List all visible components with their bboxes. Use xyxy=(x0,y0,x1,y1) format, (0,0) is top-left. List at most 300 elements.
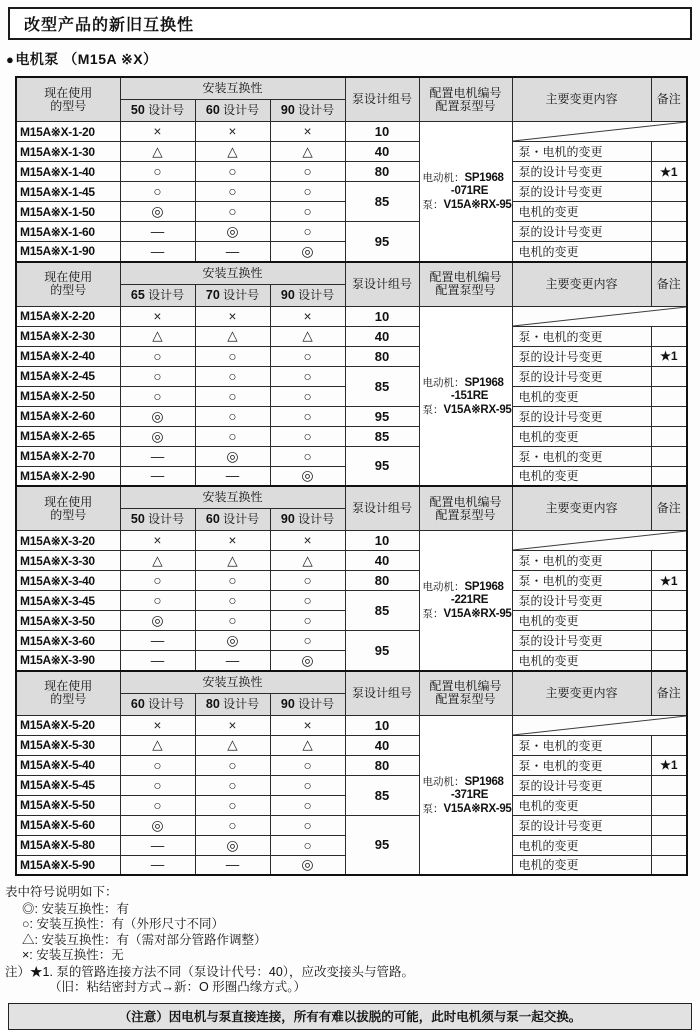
pump-group-cell: 10 xyxy=(345,531,419,551)
footnote-star1-cont: （旧：粘结密封方式→新：O 形圈凸缘方式。） xyxy=(49,980,306,994)
compat-symbol-cell xyxy=(270,775,345,795)
legend xyxy=(5,885,700,996)
legend-item: △: 安装互换性：有（需对部分管路作调整） xyxy=(22,932,267,947)
compat-symbol-cell xyxy=(195,366,270,386)
remark-cell: ★1 xyxy=(651,162,687,182)
table-row xyxy=(16,815,687,835)
compat-symbol: × xyxy=(153,124,162,139)
compat-symbol: ○ xyxy=(303,184,312,199)
compat-symbol: ○ xyxy=(153,777,162,793)
compat-symbol: ○ xyxy=(153,593,162,608)
header-design-col: 70 设计号 xyxy=(195,284,270,306)
compat-symbol-cell xyxy=(270,631,345,651)
model-cell: M15A※X-2-60 xyxy=(16,406,120,426)
change-cell: 电机的变更 xyxy=(512,202,651,222)
compat-symbol-cell xyxy=(120,735,195,755)
compat-symbol: × xyxy=(153,717,162,733)
motor-config-cell xyxy=(419,122,512,262)
table-row xyxy=(16,366,687,386)
header-mount-compat: 安装互换性 xyxy=(120,671,345,694)
compat-symbol: ◎ xyxy=(151,816,164,833)
remark-cell xyxy=(651,182,687,202)
compat-symbol-cell xyxy=(120,346,195,366)
compat-symbol-cell xyxy=(120,122,195,142)
motor-number: SP1968 xyxy=(464,581,504,594)
header-main-changes: 主要变更内容 xyxy=(512,486,651,531)
compat-symbol: ○ xyxy=(303,817,312,833)
notice-box xyxy=(8,1003,692,1030)
compat-symbol-cell xyxy=(120,715,195,735)
change-cell: 泵的设计号变更 xyxy=(512,162,651,182)
remark-cell: ★1 xyxy=(651,571,687,591)
header-current-model xyxy=(16,486,120,531)
table-row xyxy=(16,775,687,795)
model-cell: M15A※X-2-20 xyxy=(16,306,120,326)
compat-symbol: — xyxy=(150,633,165,648)
change-cell: 泵・电机的变更 xyxy=(512,571,651,591)
compat-symbol-cell xyxy=(195,835,270,855)
compat-symbol: ○ xyxy=(153,164,162,179)
pump-line xyxy=(420,197,512,212)
diagonal-line xyxy=(513,716,687,735)
compat-symbol-cell xyxy=(270,855,345,875)
compat-symbol-cell xyxy=(195,571,270,591)
header-mount-compat: 安装互换性 xyxy=(120,262,345,285)
header-remarks: 备注 xyxy=(651,486,687,531)
compat-symbol-cell xyxy=(270,346,345,366)
model-cell: M15A※X-2-70 xyxy=(16,446,120,466)
header-motor-pump-config xyxy=(419,486,512,531)
header-main-changes: 主要变更内容 xyxy=(512,77,651,122)
pump-group-cell: 40 xyxy=(345,326,419,346)
compat-symbol: ○ xyxy=(303,204,312,219)
diagonal-line xyxy=(513,531,687,550)
pump-group-cell: 10 xyxy=(345,306,419,326)
compat-symbol: ○ xyxy=(228,388,237,404)
legend-item: ◎: 安装互换性：有 xyxy=(22,901,129,916)
compat-symbol-cell xyxy=(270,815,345,835)
header-main-changes: 主要变更内容 xyxy=(512,671,651,716)
compat-symbol: ◎ xyxy=(151,407,164,424)
change-cell: 电机的变更 xyxy=(512,795,651,815)
remark-cell xyxy=(651,406,687,426)
change-cell: 电机的变更 xyxy=(512,855,651,875)
compat-symbol-cell xyxy=(195,815,270,835)
header-remarks: 备注 xyxy=(651,262,687,307)
pump-group-cell: 80 xyxy=(345,755,419,775)
pump-group-cell: 95 xyxy=(345,406,419,426)
page xyxy=(0,7,700,1024)
compat-symbol-cell xyxy=(120,591,195,611)
compat-symbol-cell xyxy=(270,222,345,242)
compat-symbol-cell xyxy=(270,755,345,775)
model-cell: M15A※X-3-30 xyxy=(16,551,120,571)
diagonal-cell xyxy=(512,531,687,551)
motor-number-suffix: -071RE xyxy=(450,185,489,198)
table-row xyxy=(16,162,687,182)
compat-symbol: ○ xyxy=(153,388,162,404)
header-motor-config-line2: 配置泵型号 xyxy=(435,507,496,522)
compat-symbol: ○ xyxy=(303,388,312,404)
model-cell: M15A※X-2-90 xyxy=(16,466,120,486)
remark-cell xyxy=(651,795,687,815)
remark-cell xyxy=(651,446,687,466)
compat-symbol-cell xyxy=(195,855,270,875)
compat-symbol: — xyxy=(225,857,240,873)
compat-symbol: ◎ xyxy=(301,856,314,873)
model-cell: M15A※X-2-30 xyxy=(16,326,120,346)
compat-symbol: × xyxy=(303,533,312,548)
header-pump-design-group: 泵设计组号 xyxy=(345,486,419,531)
pump-line xyxy=(420,606,512,621)
compat-symbol: × xyxy=(228,308,237,324)
header-motor-config-line1: 配置电机编号 xyxy=(429,85,502,100)
compat-symbol-cell xyxy=(195,611,270,631)
remark-cell xyxy=(651,815,687,835)
motor-config-cell xyxy=(419,306,512,486)
compat-symbol: × xyxy=(303,124,312,139)
header-design-col: 60 设计号 xyxy=(195,100,270,122)
pump-group-cell: 95 xyxy=(345,446,419,486)
remark-cell xyxy=(651,426,687,446)
pump-group-cell: 85 xyxy=(345,182,419,222)
compat-symbol: △ xyxy=(302,143,313,159)
header-motor-pump-config xyxy=(419,671,512,716)
header-design-col: 50 设计号 xyxy=(120,100,195,122)
compat-symbol: ○ xyxy=(153,573,162,588)
remark-cell xyxy=(651,366,687,386)
pump-label: 泵： xyxy=(422,608,444,621)
diagonal-line xyxy=(513,307,687,326)
notice-text: （注意）因电机与泵直接连接，所有有难以拔脱的可能，此时电机须与泵一起交换。 xyxy=(118,1009,582,1024)
compat-symbol-cell xyxy=(120,835,195,855)
header-pump-design-group: 泵设计组号 xyxy=(345,262,419,307)
change-cell: 电机的变更 xyxy=(512,386,651,406)
compat-symbol: ○ xyxy=(228,204,237,219)
remark-cell xyxy=(651,202,687,222)
header-design-col: 60 设计号 xyxy=(195,509,270,531)
compat-symbol-cell xyxy=(120,162,195,182)
compat-symbol-cell xyxy=(195,446,270,466)
pump-model: V15A※RX-95 xyxy=(443,199,512,212)
compat-symbol-cell xyxy=(270,591,345,611)
header-design-col: 90 设计号 xyxy=(270,693,345,715)
compat-symbol-cell xyxy=(270,466,345,486)
compat-symbol-cell xyxy=(195,651,270,671)
section-header-row-1 xyxy=(16,262,687,285)
compat-symbol-cell xyxy=(195,735,270,755)
compat-symbol: — xyxy=(150,224,165,239)
compat-symbol-cell xyxy=(120,466,195,486)
header-motor-pump-config xyxy=(419,77,512,122)
compat-symbol: ○ xyxy=(303,348,312,364)
compat-symbol-cell xyxy=(195,346,270,366)
header-motor-config-line2: 配置泵型号 xyxy=(435,692,496,706)
motor-number: SP1968 xyxy=(464,172,504,185)
remark-cell: ★1 xyxy=(651,755,687,775)
compat-symbol: ◎ xyxy=(301,651,314,668)
header-motor-config-line2: 配置泵型号 xyxy=(435,283,496,297)
legend-item: ×: 安装互换性：无 xyxy=(22,948,124,962)
table-row xyxy=(16,735,687,755)
model-cell: M15A※X-2-45 xyxy=(16,366,120,386)
page-title-box xyxy=(8,7,692,40)
header-design-col: 50 设计号 xyxy=(120,509,195,531)
remark-cell xyxy=(651,326,687,346)
model-cell: M15A※X-5-80 xyxy=(16,835,120,855)
compat-symbol: ○ xyxy=(228,757,237,773)
pump-line xyxy=(420,801,512,816)
change-cell: 泵的设计号变更 xyxy=(512,222,651,242)
compat-symbol: △ xyxy=(152,328,163,343)
header-current-model-line2: 的型号 xyxy=(50,507,87,522)
compat-symbol-cell xyxy=(270,182,345,202)
pump-group-cell: 85 xyxy=(345,591,419,631)
compat-symbol-cell xyxy=(120,182,195,202)
compat-symbol-cell xyxy=(195,755,270,775)
compat-symbol-cell xyxy=(120,631,195,651)
header-current-model-line1: 现在使用 xyxy=(44,494,93,509)
model-cell: M15A※X-1-30 xyxy=(16,142,120,162)
remark-cell xyxy=(651,611,687,631)
compat-symbol-cell xyxy=(195,162,270,182)
header-current-model-line1: 现在使用 xyxy=(44,270,93,284)
header-current-model xyxy=(16,77,120,122)
compat-symbol-cell xyxy=(270,386,345,406)
header-main-changes: 主要变更内容 xyxy=(512,262,651,307)
compat-symbol-cell xyxy=(120,571,195,591)
compat-symbol-cell xyxy=(195,591,270,611)
compat-symbol: — xyxy=(150,837,165,853)
compatibility-table xyxy=(15,76,688,876)
model-cell: M15A※X-5-90 xyxy=(16,855,120,875)
model-cell: M15A※X-3-90 xyxy=(16,651,120,671)
compat-symbol: △ xyxy=(227,552,238,568)
compat-symbol: ○ xyxy=(303,633,312,648)
pump-group-cell: 95 xyxy=(345,815,419,875)
compat-symbol: × xyxy=(228,717,237,733)
motor-line xyxy=(420,170,512,185)
compat-symbol: △ xyxy=(227,143,238,159)
change-cell: 电机的变更 xyxy=(512,651,651,671)
compat-symbol-cell xyxy=(270,242,345,262)
compat-symbol: ○ xyxy=(153,184,162,199)
compat-symbol: × xyxy=(303,308,312,324)
compat-symbol: × xyxy=(303,717,312,733)
compat-symbol: ○ xyxy=(228,164,237,179)
header-mount-compat: 安装互换性 xyxy=(120,486,345,509)
compat-symbol-cell xyxy=(120,531,195,551)
compat-symbol-cell xyxy=(120,551,195,571)
motor-number-suffix: -151RE xyxy=(450,389,489,402)
compat-symbol-cell xyxy=(195,222,270,242)
diagonal-cell xyxy=(512,122,687,142)
compat-symbol-cell xyxy=(195,551,270,571)
header-design-col: 60 设计号 xyxy=(120,693,195,715)
motor-number-suffix: -221RE xyxy=(450,594,489,607)
compat-symbol-cell xyxy=(270,326,345,346)
compat-symbol: × xyxy=(228,533,237,548)
remark-cell xyxy=(651,775,687,795)
bullet-icon: ● xyxy=(6,52,15,67)
footnote-star1: 注）★1. 泵的管路连接方法不同（泵设计代号：40），应改变接头与管路。 xyxy=(5,964,415,979)
motor-label: 电动机： xyxy=(422,775,465,788)
change-cell: 泵的设计号变更 xyxy=(512,366,651,386)
header-pump-design-group: 泵设计组号 xyxy=(345,77,419,122)
change-cell: 电机的变更 xyxy=(512,242,651,262)
compat-symbol: ○ xyxy=(228,777,237,793)
compat-symbol: ○ xyxy=(303,573,312,588)
compat-symbol-cell xyxy=(270,406,345,426)
compat-symbol-cell xyxy=(270,142,345,162)
model-cell: M15A※X-5-20 xyxy=(16,715,120,735)
compat-symbol-cell xyxy=(270,306,345,326)
compat-symbol: — xyxy=(150,243,165,259)
pump-group-cell: 40 xyxy=(345,735,419,755)
compat-symbol-cell xyxy=(120,855,195,875)
compat-symbol: ○ xyxy=(228,817,237,833)
model-cell: M15A※X-2-40 xyxy=(16,346,120,366)
change-cell: 泵的设计号变更 xyxy=(512,631,651,651)
compat-symbol-cell xyxy=(270,446,345,466)
compat-symbol-cell xyxy=(195,406,270,426)
motor-number: SP1968 xyxy=(464,775,504,788)
header-current-model xyxy=(16,262,120,307)
table-row xyxy=(16,142,687,162)
header-motor-config-line1: 配置电机编号 xyxy=(429,494,502,509)
header-current-model-line2: 的型号 xyxy=(50,283,87,297)
header-remarks: 备注 xyxy=(651,671,687,716)
table-row xyxy=(16,551,687,571)
compat-symbol: △ xyxy=(302,737,313,752)
compat-symbol: ◎ xyxy=(301,242,314,259)
compat-symbol-cell xyxy=(270,162,345,182)
compat-symbol-cell xyxy=(120,755,195,775)
compat-symbol-cell xyxy=(120,775,195,795)
pump-model: V15A※RX-95 xyxy=(443,403,512,416)
compat-symbol: ○ xyxy=(228,428,237,444)
compat-symbol-cell xyxy=(195,182,270,202)
pump-label: 泵： xyxy=(422,199,444,212)
pump-model: V15A※RX-95 xyxy=(443,608,512,621)
change-cell: 电机的变更 xyxy=(512,611,651,631)
remark-cell xyxy=(651,651,687,671)
compat-symbol: ○ xyxy=(153,368,162,384)
compat-symbol-cell xyxy=(195,795,270,815)
compat-symbol-cell xyxy=(270,531,345,551)
change-cell: 泵的设计号变更 xyxy=(512,182,651,202)
remark-cell xyxy=(651,222,687,242)
header-design-col: 90 设计号 xyxy=(270,100,345,122)
remark-cell xyxy=(651,835,687,855)
compat-symbol: ○ xyxy=(303,613,312,628)
header-motor-config-line1: 配置电机编号 xyxy=(429,270,502,284)
compat-symbol: ○ xyxy=(228,348,237,364)
motor-line xyxy=(420,774,512,789)
compat-symbol: ○ xyxy=(228,408,237,424)
compat-symbol-cell xyxy=(120,366,195,386)
compat-symbol: ○ xyxy=(228,368,237,384)
compat-symbol: ○ xyxy=(303,164,312,179)
header-design-col: 90 设计号 xyxy=(270,284,345,306)
subtitle-text: 电机泵 （M15A ※X） xyxy=(15,51,158,67)
section-header-row-1 xyxy=(16,671,687,694)
compat-symbol: ○ xyxy=(303,408,312,424)
remark-cell xyxy=(651,242,687,262)
remark-cell: ★1 xyxy=(651,346,687,366)
compat-symbol-cell xyxy=(270,551,345,571)
compat-symbol-cell xyxy=(195,326,270,346)
compat-symbol-cell xyxy=(270,366,345,386)
compat-symbol-cell xyxy=(195,775,270,795)
header-current-model-line1: 现在使用 xyxy=(44,85,93,100)
pump-group-cell: 80 xyxy=(345,571,419,591)
compat-symbol: ◎ xyxy=(226,223,239,239)
change-cell: 泵・电机的变更 xyxy=(512,142,651,162)
compat-symbol: ○ xyxy=(228,593,237,608)
legend-items xyxy=(5,902,700,964)
change-cell: 泵的设计号变更 xyxy=(512,591,651,611)
model-cell: M15A※X-1-20 xyxy=(16,122,120,142)
model-cell: M15A※X-3-50 xyxy=(16,611,120,631)
header-motor-config-line2: 配置泵型号 xyxy=(435,98,496,113)
change-cell: 泵的设计号变更 xyxy=(512,815,651,835)
compat-symbol: ○ xyxy=(153,757,162,773)
compat-symbol: ○ xyxy=(153,348,162,364)
diagonal-cell xyxy=(512,306,687,326)
compat-symbol: △ xyxy=(302,328,313,343)
model-cell: M15A※X-1-90 xyxy=(16,242,120,262)
compat-symbol-cell xyxy=(120,326,195,346)
compat-symbol: ○ xyxy=(303,448,312,464)
compat-symbol-cell xyxy=(195,122,270,142)
model-cell: M15A※X-1-40 xyxy=(16,162,120,182)
compat-symbol: ◎ xyxy=(151,203,164,219)
model-cell: M15A※X-5-60 xyxy=(16,815,120,835)
header-mount-compat: 安装互换性 xyxy=(120,77,345,100)
compat-symbol-cell xyxy=(120,611,195,631)
compat-symbol-cell xyxy=(270,651,345,671)
compat-symbol-cell xyxy=(120,202,195,222)
model-cell: M15A※X-3-45 xyxy=(16,591,120,611)
change-cell: 泵的设计号变更 xyxy=(512,406,651,426)
change-cell: 电机的变更 xyxy=(512,835,651,855)
change-cell: 电机的变更 xyxy=(512,466,651,486)
pump-group-cell: 85 xyxy=(345,426,419,446)
compat-symbol: ○ xyxy=(228,613,237,628)
compat-symbol-cell xyxy=(195,386,270,406)
table-row xyxy=(16,631,687,651)
compat-symbol-cell xyxy=(270,735,345,755)
header-current-model xyxy=(16,671,120,716)
compat-symbol: ◎ xyxy=(226,632,239,648)
header-design-col: 90 设计号 xyxy=(270,509,345,531)
compat-symbol: × xyxy=(228,124,237,139)
compat-symbol: △ xyxy=(152,737,163,752)
model-cell: M15A※X-5-40 xyxy=(16,755,120,775)
compat-symbol: △ xyxy=(302,552,313,568)
compat-symbol-cell xyxy=(195,426,270,446)
header-design-col: 80 设计号 xyxy=(195,693,270,715)
compat-symbol: × xyxy=(153,308,162,324)
pump-group-cell: 95 xyxy=(345,222,419,262)
compat-symbol: ○ xyxy=(303,428,312,444)
remark-cell xyxy=(651,631,687,651)
table-row xyxy=(16,326,687,346)
motor-config-cell xyxy=(419,715,512,875)
table-row xyxy=(16,426,687,446)
section-header-row-1 xyxy=(16,486,687,509)
